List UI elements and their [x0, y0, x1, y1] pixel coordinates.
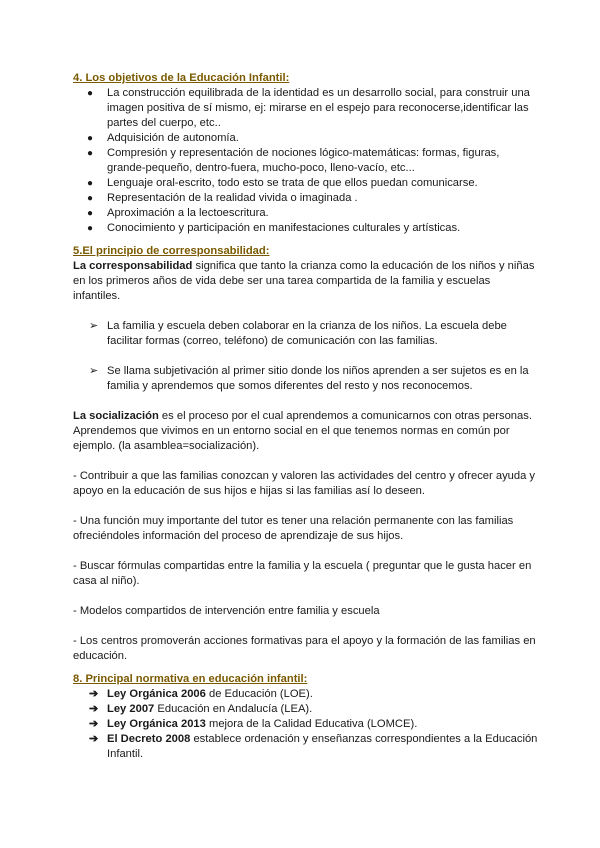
bullet-icon: ●	[87, 88, 94, 99]
objectives-list	[73, 86, 540, 236]
section-5-heading: 5.El principio de corresponsabilidad:	[73, 245, 270, 257]
arrowhead-icon: ➢	[89, 365, 99, 377]
bullet-icon: ●	[87, 133, 94, 144]
dash-paragraph: - Una función muy importante del tutor es tener una relación permanente con las familias ofreciéndoles información del proceso de aprendizaje de sus hijos.	[73, 515, 514, 542]
arrow-list-item: ➢ La familia y escuela deben colaborar en la crianza de los niños. La escuela debe facilitar formas (correo, teléfono) de comunicación con las familias.	[89, 320, 507, 347]
section-8-heading: 8. Principal normativa en educación infantil:	[73, 673, 308, 685]
bullet-icon: ●	[87, 178, 94, 189]
list-item: ➔ El Decreto 2008 establece ordenación y enseñanzas correspondientes a la Educación Infantil.	[89, 733, 538, 760]
right-arrow-icon: ➔	[89, 718, 99, 730]
corresponsabilidad-paragraph: La corresponsabilidad significa que tanto la crianza como la educación de los niños y niñas en los primeros años de vida debe ser una tarea compartida de la familia y escuelas infantiles.	[73, 260, 535, 302]
list-item: ● Compresión y representación de nociones lógico-matemáticas: formas, figuras, grande-pequeño, dentro-fuera, mucho-poco, lleno-vacío, etc...	[87, 147, 500, 174]
bullet-icon: ●	[87, 223, 94, 234]
list-item: ● Representación de la realidad vivida o imaginada .	[87, 192, 358, 204]
arrowhead-icon: ➢	[89, 320, 99, 332]
normativa-list	[73, 687, 540, 762]
list-item: ● Lenguaje oral-escrito, todo esto se trata de que ellos puedan comunicarse.	[87, 177, 478, 189]
arrow-list-item: ➢ Se llama subjetivación al primer sitio donde los niños aprenden a ser sujetos es en la familia y aprendemos que somos diferentes del resto y nos reconocemos.	[89, 365, 529, 392]
list-item: ● Aproximación a la lectoescritura.	[87, 207, 269, 219]
list-item: ● La construcción equilibrada de la identidad es un desarrollo social, para construir una imagen positiva de sí mismo, ej: mirarse en el espejo para reconocerse,identificar las partes del cuerpo, etc..	[87, 87, 530, 129]
dash-paragraph: - Los centros promoverán acciones formativas para el apoyo y la formación de las familias en educación.	[73, 635, 536, 662]
bullet-icon: ●	[87, 148, 94, 159]
section-4-heading: 4. Los objetivos de la Educación Infantil:	[73, 72, 290, 84]
right-arrow-icon: ➔	[89, 688, 99, 700]
list-item: ● Conocimiento y participación en manifestaciones culturales y artísticas.	[87, 222, 461, 234]
list-item: ➔ Ley 2007 Educación en Andalucía (LEA).	[89, 703, 313, 715]
dash-paragraph: - Modelos compartidos de intervención entre familia y escuela	[73, 605, 380, 617]
list-item: ● Adquisición de autonomía.	[87, 132, 239, 144]
right-arrow-icon: ➔	[89, 703, 99, 715]
bullet-icon: ●	[87, 193, 94, 204]
right-arrow-icon: ➔	[89, 733, 99, 745]
bullet-icon: ●	[87, 208, 94, 219]
list-item: ➔ Ley Orgánica 2013 mejora de la Calidad Educativa (LOMCE).	[89, 718, 418, 730]
dash-paragraph: - Contribuir a que las familias conozcan y valoren las actividades del centro y ofrecer ayuda y apoyo en la educación de sus hijos e hijas si las familias así lo deseen.	[73, 470, 536, 497]
socializacion-paragraph: La socialización es el proceso por el cual aprendemos a comunicarnos con otras personas. Aprendemos que vivimos en un entorno social en el que tenemos normas en común por ejemplo. (la asamblea=socialización).	[73, 410, 532, 452]
dash-paragraph: - Buscar fórmulas compartidas entre la familia y la escuela ( preguntar que le gusta hacer en casa al niño).	[73, 560, 532, 587]
list-item: ➔ Ley Orgánica 2006 de Educación (LOE).	[89, 688, 313, 700]
